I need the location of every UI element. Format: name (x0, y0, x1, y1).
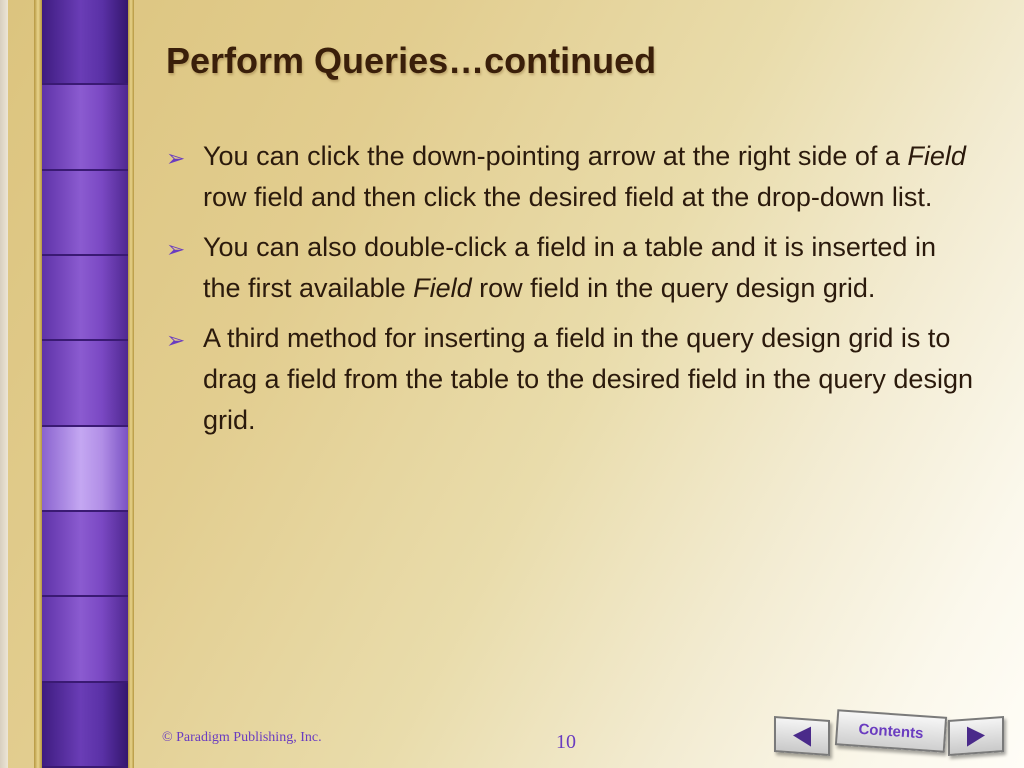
strip-segment (42, 427, 128, 512)
bullet-item (166, 318, 981, 441)
copyright-notice: © Paradigm Publishing, Inc. (162, 730, 322, 745)
previous-slide-button[interactable] (774, 716, 830, 756)
bullet-text: A third method for inserting a field in the query design grid is to drag a field from the table to the desired field in the query design grid. (203, 323, 981, 435)
gold-bar-right (128, 0, 134, 768)
slide-title: Perform Queries…continued (166, 40, 657, 81)
strip-segment (42, 171, 128, 256)
strip-segment (42, 683, 128, 768)
strip-segment (42, 256, 128, 341)
contents-button[interactable]: Contents (835, 709, 947, 753)
arrow-bullet-icon: ➢ (166, 145, 186, 171)
page-number: 10 (556, 731, 576, 753)
bullet-item (166, 136, 976, 218)
strip-segment (42, 341, 128, 426)
strip-segment (42, 85, 128, 170)
left-edge-strip (0, 0, 8, 768)
bullet-item (166, 227, 976, 309)
triangle-left-icon (793, 725, 811, 746)
triangle-right-icon (967, 725, 985, 746)
gold-bar-left (34, 0, 42, 768)
bullet-text: You can click the down-pointing arrow at the right side of a Field row field and then click the desired field at the drop-down list. (203, 141, 974, 212)
strip-segment (42, 0, 128, 85)
bullet-list (166, 136, 981, 450)
purple-decorative-strip (42, 0, 128, 768)
next-slide-button[interactable] (948, 716, 1004, 756)
bullet-text: You can also double-click a field in a table and it is inserted in the first available Field row field in the query design grid. (203, 232, 944, 303)
strip-segment (42, 597, 128, 682)
strip-segment (42, 512, 128, 597)
arrow-bullet-icon: ➢ (166, 327, 186, 353)
arrow-bullet-icon: ➢ (166, 236, 186, 262)
